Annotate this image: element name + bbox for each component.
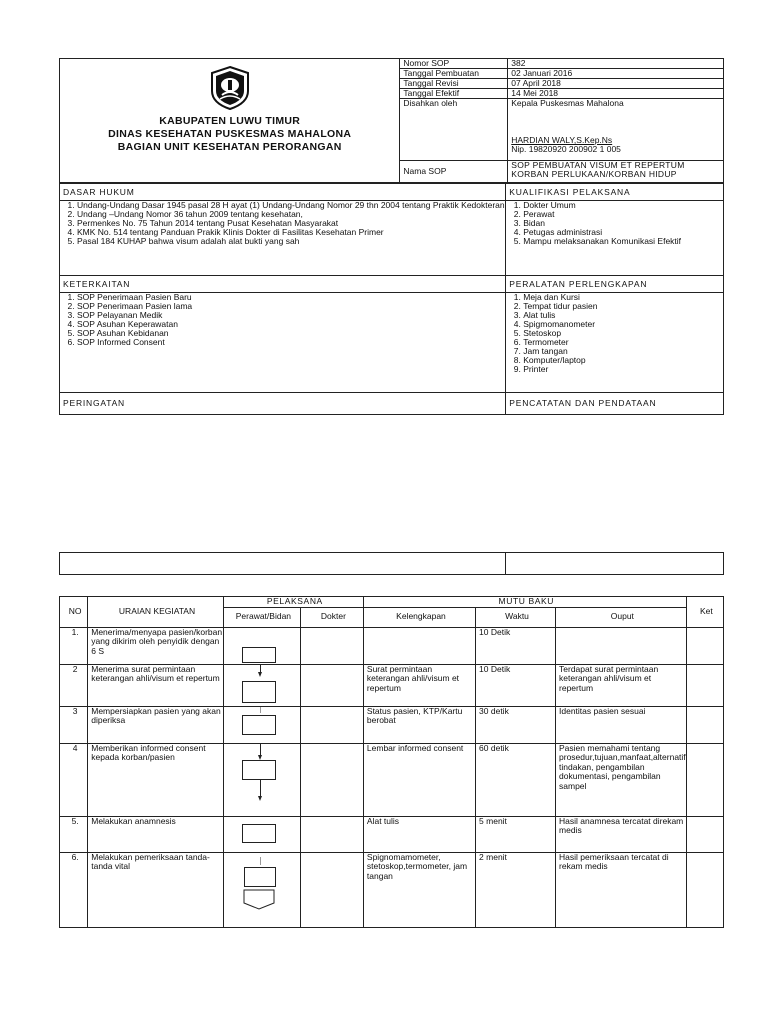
row-kelengkapan: Alat tulis <box>363 816 475 852</box>
row-output: Terdapat surat permintaan keterangan ahli/visum et repertum <box>556 664 687 706</box>
flow-cell <box>223 664 300 706</box>
col-pelaksana: PELAKSANA <box>223 597 363 608</box>
flow-process-box <box>242 647 276 663</box>
col-no: NO <box>60 597 88 628</box>
row-no: 6. <box>60 852 88 927</box>
flow-arrow <box>260 857 261 865</box>
row-kelengkapan: Surat permintaan keterangan ahli/visum et repertum <box>363 664 475 706</box>
col-kelengkapan: Kelengkapan <box>363 607 475 627</box>
row-no: 5. <box>60 816 88 852</box>
col-uraian: URAIAN KEGIATAN <box>88 597 224 628</box>
kualifikasi-item: 3. Bidan <box>523 219 723 228</box>
keterkaitan-item: 5. SOP Asuhan Kebidanan <box>77 329 505 338</box>
flow-cell <box>223 852 300 927</box>
col-mutu: MUTU BAKU <box>363 597 686 608</box>
col-dokter: Dokter <box>300 607 363 627</box>
blank-row-table <box>59 552 724 575</box>
flow-process-box <box>242 715 276 735</box>
kualifikasi-title: KUALIFIKASI PELAKSANA <box>506 184 724 201</box>
kualifikasi-cell <box>506 201 724 276</box>
flow-process-box <box>242 681 276 703</box>
flow-arrow-head <box>258 672 262 677</box>
row-kelengkapan <box>363 627 475 664</box>
keterkaitan-title: KETERKAITAN <box>60 276 506 293</box>
tanggal-revisi-value: 07 April 2018 <box>508 79 724 89</box>
row-output: Hasil anamnesa tercatat direkam medis <box>556 816 687 852</box>
row-waktu: 5 menit <box>476 816 556 852</box>
dokter-cell <box>300 664 363 706</box>
dasar-hukum-item: 1. Undang-Undang Dasar 1945 pasal 28 H ayat (1) Undang-Undang Nomor 29 thn 2004 tentang Praktik Kedokteran <box>77 201 505 210</box>
ket-cell <box>686 706 723 743</box>
tanggal-efektif-value: 14 Mei 2018 <box>508 89 724 99</box>
dokter-cell <box>300 816 363 852</box>
kop-line-1: KABUPATEN LUWU TIMUR <box>159 115 301 127</box>
tanggal-efektif-label: Tanggal Efektif <box>400 89 508 99</box>
kop-line-2: DINAS KESEHATAN PUSKESMAS MAHALONA <box>108 128 352 140</box>
peralatan-item: 6. Termometer <box>523 338 723 347</box>
flow-cell <box>223 743 300 816</box>
keterkaitan-item: 6. SOP Informed Consent <box>77 338 505 347</box>
peralatan-item: 7. Jam tangan <box>523 347 723 356</box>
flow-arrow-head <box>258 796 262 801</box>
dokter-cell <box>300 852 363 927</box>
flow-offpage-connector <box>243 889 277 911</box>
info-table <box>59 183 724 415</box>
col-perawat: Perawat/Bidan <box>223 607 300 627</box>
flow-process-box <box>242 824 276 843</box>
ket-cell <box>686 664 723 706</box>
flow-arrow <box>260 707 261 713</box>
row-kelengkapan: Status pasien, KTP/Kartu berobat <box>363 706 475 743</box>
flow-process-box <box>242 760 276 780</box>
row-uraian: Melakukan anamnesis <box>88 816 224 852</box>
flow-cell <box>223 816 300 852</box>
peralatan-item: 4. Spigmomanometer <box>523 320 723 329</box>
kop-line-3: BAGIAN UNIT KESEHATAN PERORANGAN <box>117 141 342 153</box>
row-output: Pasien memahami tentang prosedur,tujuan,manfaat,alternatif tindakan, pengambilan dokumentasi, pengambilan sampel <box>556 743 687 816</box>
col-output: Ouput <box>556 607 687 627</box>
row-waktu: 2 menit <box>476 852 556 927</box>
keterkaitan-item: 2. SOP Penerimaan Pasien lama <box>77 302 505 311</box>
kualifikasi-item: 2. Perawat <box>523 210 723 219</box>
blank-cell <box>506 553 724 575</box>
dokter-cell <box>300 743 363 816</box>
col-waktu: Waktu <box>476 607 556 627</box>
kop-cell <box>60 59 400 183</box>
dasar-hukum-item: 3. Permenkes No. 75 Tahun 2014 tentang Pusat Kesehatan Masyarakat <box>77 219 505 228</box>
peralatan-item: 5. Stetoskop <box>523 329 723 338</box>
peralatan-item: 9. Printer <box>523 365 723 374</box>
peralatan-cell <box>506 293 724 393</box>
row-waktu: 10 Detik <box>476 664 556 706</box>
ket-cell <box>686 627 723 664</box>
row-output: Hasil pemeriksaan tercatat di rekam medis <box>556 852 687 927</box>
ket-cell <box>686 852 723 927</box>
signer-name: HARDIAN WALY,S.Kep.Ns <box>511 135 613 145</box>
dasar-hukum-item: 5. Pasal 184 KUHAP bahwa visum adalah alat bukti yang sah <box>77 237 505 246</box>
peralatan-item: 3. Alat tulis <box>523 311 723 320</box>
row-no: 4 <box>60 743 88 816</box>
disahkan-label: Disahkan oleh <box>400 99 508 161</box>
nomor-sop-value: 382 <box>508 59 724 69</box>
kualifikasi-item: 5. Mampu melaksanakan Komunikasi Efektif <box>523 237 723 246</box>
tanggal-pembuatan-value: 02 Januari 2016 <box>508 69 724 79</box>
col-ket: Ket <box>686 597 723 628</box>
kualifikasi-item: 4. Petugas administrasi <box>523 228 723 237</box>
nama-sop-label: Nama SOP <box>400 161 508 183</box>
row-uraian: Menerima surat permintaan keterangan ahli/visum et repertum <box>88 664 224 706</box>
row-waktu: 30 detik <box>476 706 556 743</box>
keterkaitan-cell <box>60 293 506 393</box>
row-no: 1. <box>60 627 88 664</box>
row-waktu: 10 Detik <box>476 627 556 664</box>
disahkan-cell <box>508 99 724 161</box>
row-no: 2 <box>60 664 88 706</box>
pencatatan-title: PENCATATAN DAN PENDATAAN <box>506 393 724 415</box>
row-output: Identitas pasien sesuai <box>556 706 687 743</box>
nama-sop-value: SOP PEMBUATAN VISUM ET REPERTUM KORBAN PERLUKAAN/KORBAN HIDUP <box>508 161 724 183</box>
row-waktu: 60 detik <box>476 743 556 816</box>
dokter-cell <box>300 706 363 743</box>
row-uraian: Menerima/menyapa pasien/korban yang dikirim oleh penyidik dengan 6 S <box>88 627 224 664</box>
kualifikasi-item: 1. Dokter Umum <box>523 201 723 210</box>
keterkaitan-item: 3. SOP Pelayanan Medik <box>77 311 505 320</box>
peralatan-title: PERALATAN PERLENGKAPAN <box>506 276 724 293</box>
peralatan-item: 1. Meja dan Kursi <box>523 293 723 302</box>
dasar-hukum-item: 4. KMK No. 514 tentang Panduan Prakik Klinis Dokter di Fasilitas Kesehatan Primer <box>77 228 505 237</box>
dasar-hukum-cell <box>60 201 506 276</box>
tanggal-pembuatan-label: Tanggal Pembuatan <box>400 69 508 79</box>
flow-cell <box>223 706 300 743</box>
peralatan-item: 2. Tempat tidur pasien <box>523 302 723 311</box>
peralatan-item: 8. Komputer/laptop <box>523 356 723 365</box>
row-kelengkapan: Spignomamometer, stetoskop,termometer, jam tangan <box>363 852 475 927</box>
peringatan-title: PERINGATAN <box>60 393 506 415</box>
flow-cell <box>223 627 300 664</box>
row-kelengkapan: Lembar informed consent <box>363 743 475 816</box>
nomor-sop-label: Nomor SOP <box>400 59 508 69</box>
dokter-cell <box>300 627 363 664</box>
luwu-timur-logo <box>208 65 252 111</box>
keterkaitan-item: 4. SOP Asuhan Keperawatan <box>77 320 505 329</box>
flow-process-box <box>244 867 276 887</box>
row-uraian: Mempersiapkan pasien yang akan diperiksa <box>88 706 224 743</box>
blank-cell <box>60 553 506 575</box>
dasar-hukum-title: DASAR HUKUM <box>60 184 506 201</box>
disahkan-value: Kepala Puskesmas Mahalona <box>511 98 624 108</box>
ket-cell <box>686 816 723 852</box>
tanggal-revisi-label: Tanggal Revisi <box>400 79 508 89</box>
row-uraian: Melakukan pemeriksaan tanda-tanda vital <box>88 852 224 927</box>
flow-arrow <box>260 779 261 797</box>
sop-header-table <box>59 58 724 183</box>
row-uraian: Memberikan informed consent kepada korban/pasien <box>88 743 224 816</box>
dasar-hukum-item: 2. Undang –Undang Nomor 36 tahun 2009 tentang kesehatan, <box>77 210 505 219</box>
signer-nip: Nip. 19820920 200902 1 005 <box>511 144 621 154</box>
procedure-table <box>59 596 724 928</box>
keterkaitan-item: 1. SOP Penerimaan Pasien Baru <box>77 293 505 302</box>
ket-cell <box>686 743 723 816</box>
row-no: 3 <box>60 706 88 743</box>
row-output <box>556 627 687 664</box>
